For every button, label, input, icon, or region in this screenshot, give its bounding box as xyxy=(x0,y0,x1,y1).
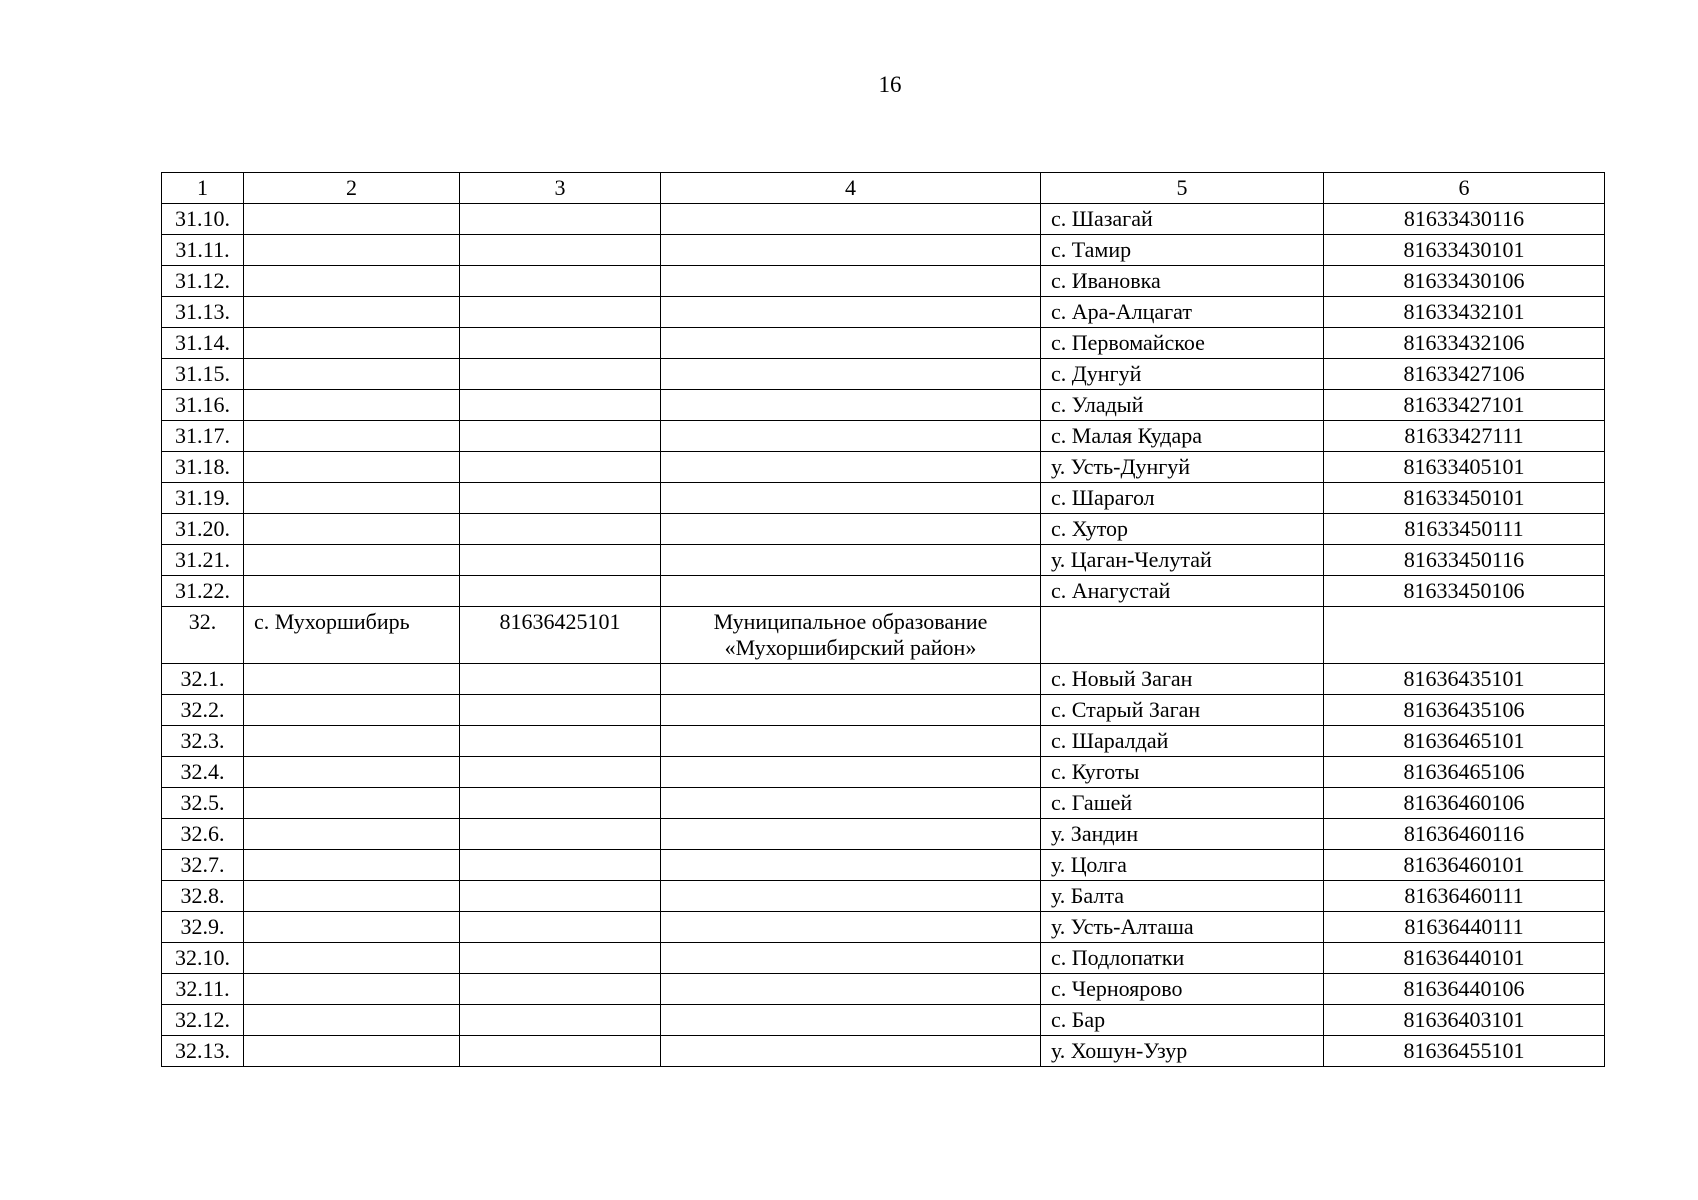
table-row xyxy=(162,850,1605,881)
admin-center-code-cell xyxy=(460,943,661,974)
settlement-code-cell: 81636440106 xyxy=(1324,974,1605,1005)
municipality-cell xyxy=(661,576,1041,607)
settlement-code-cell: 81633430116 xyxy=(1324,204,1605,235)
admin-center-code-cell: 81636425101 xyxy=(460,607,661,664)
admin-center-cell xyxy=(244,483,460,514)
table-row xyxy=(162,514,1605,545)
settlement-name-cell: с. Старый Заган xyxy=(1041,695,1324,726)
settlement-name-cell: у. Цаган-Челутай xyxy=(1041,545,1324,576)
municipality-cell xyxy=(661,726,1041,757)
table-row xyxy=(162,664,1605,695)
admin-center-cell xyxy=(244,788,460,819)
municipality-cell xyxy=(661,266,1041,297)
settlement-name-cell: с. Ара-Алцагат xyxy=(1041,297,1324,328)
admin-center-code-cell xyxy=(460,912,661,943)
settlement-name-cell: с. Черноярово xyxy=(1041,974,1324,1005)
settlement-code-cell: 81633427101 xyxy=(1324,390,1605,421)
table-row xyxy=(162,974,1605,1005)
admin-center-code-cell xyxy=(460,788,661,819)
settlement-code-cell: 81633427111 xyxy=(1324,421,1605,452)
row-number-cell: 32.12. xyxy=(162,1005,244,1036)
municipality-cell xyxy=(661,788,1041,819)
table-body xyxy=(162,173,1605,1067)
table-row xyxy=(162,819,1605,850)
settlement-name-cell: у. Балта xyxy=(1041,881,1324,912)
table-row xyxy=(162,726,1605,757)
admin-center-code-cell xyxy=(460,359,661,390)
admin-center-code-cell xyxy=(460,1036,661,1067)
settlement-name-cell: с. Шазагай xyxy=(1041,204,1324,235)
table-row xyxy=(162,576,1605,607)
settlement-name-cell: с. Бар xyxy=(1041,1005,1324,1036)
settlement-name-cell: с. Анагустай xyxy=(1041,576,1324,607)
municipality-cell xyxy=(661,514,1041,545)
admin-center-cell xyxy=(244,452,460,483)
column-header: 5 xyxy=(1041,173,1324,204)
table-row xyxy=(162,757,1605,788)
settlement-code-cell: 81636435101 xyxy=(1324,664,1605,695)
row-number-cell: 32.3. xyxy=(162,726,244,757)
admin-center-code-cell xyxy=(460,819,661,850)
settlement-name-cell: у. Усть-Дунгуй xyxy=(1041,452,1324,483)
settlement-code-cell: 81636440101 xyxy=(1324,943,1605,974)
admin-center-cell xyxy=(244,204,460,235)
row-number-cell: 31.13. xyxy=(162,297,244,328)
settlement-name-cell: у. Хошун-Узур xyxy=(1041,1036,1324,1067)
municipality-cell xyxy=(661,912,1041,943)
admin-center-code-cell xyxy=(460,452,661,483)
row-number-cell: 31.10. xyxy=(162,204,244,235)
row-number-cell: 31.15. xyxy=(162,359,244,390)
municipality-cell xyxy=(661,974,1041,1005)
settlement-code-cell: 81633450111 xyxy=(1324,514,1605,545)
row-number-cell: 32.6. xyxy=(162,819,244,850)
admin-center-code-cell xyxy=(460,1005,661,1036)
municipality-cell: Муниципальное образование «Мухоршибирский район» xyxy=(661,607,1041,664)
table-row xyxy=(162,266,1605,297)
municipality-cell xyxy=(661,359,1041,390)
admin-center-cell xyxy=(244,1036,460,1067)
settlement-name-cell: с. Шаралдай xyxy=(1041,726,1324,757)
admin-center-cell xyxy=(244,421,460,452)
table-row xyxy=(162,881,1605,912)
admin-center-code-cell xyxy=(460,757,661,788)
municipality-cell xyxy=(661,819,1041,850)
admin-center-code-cell xyxy=(460,726,661,757)
settlement-code-cell: 81633427106 xyxy=(1324,359,1605,390)
row-number-cell: 31.12. xyxy=(162,266,244,297)
settlement-name-cell: с. Малая Кудара xyxy=(1041,421,1324,452)
row-number-cell: 32.7. xyxy=(162,850,244,881)
row-number-cell: 32.13. xyxy=(162,1036,244,1067)
settlement-code-cell: 81633405101 xyxy=(1324,452,1605,483)
table-row xyxy=(162,452,1605,483)
settlement-code-cell: 81633430101 xyxy=(1324,235,1605,266)
municipality-cell xyxy=(661,204,1041,235)
admin-center-cell xyxy=(244,266,460,297)
row-number-cell: 31.11. xyxy=(162,235,244,266)
admin-center-code-cell xyxy=(460,974,661,1005)
admin-center-code-cell xyxy=(460,204,661,235)
municipality-cell xyxy=(661,235,1041,266)
admin-center-cell xyxy=(244,819,460,850)
municipality-cell xyxy=(661,943,1041,974)
settlement-name-cell: с. Хутор xyxy=(1041,514,1324,545)
table-row xyxy=(162,359,1605,390)
municipality-cell xyxy=(661,757,1041,788)
admin-center-cell xyxy=(244,235,460,266)
municipality-cell xyxy=(661,850,1041,881)
settlement-code-cell: 81636460111 xyxy=(1324,881,1605,912)
table-row xyxy=(162,912,1605,943)
settlement-name-cell: у. Зандин xyxy=(1041,819,1324,850)
admin-center-code-cell xyxy=(460,576,661,607)
settlement-code-cell: 81633450101 xyxy=(1324,483,1605,514)
settlement-name-cell: с. Шарагол xyxy=(1041,483,1324,514)
table-header-row xyxy=(162,173,1605,204)
admin-center-cell xyxy=(244,514,460,545)
municipality-cell xyxy=(661,483,1041,514)
row-number-cell: 32.2. xyxy=(162,695,244,726)
admin-center-code-cell xyxy=(460,390,661,421)
row-number-cell: 32.8. xyxy=(162,881,244,912)
municipality-cell xyxy=(661,695,1041,726)
settlement-code-cell: 81636403101 xyxy=(1324,1005,1605,1036)
admin-center-code-cell xyxy=(460,881,661,912)
municipality-cell xyxy=(661,328,1041,359)
table-row xyxy=(162,695,1605,726)
settlement-code-cell: 81636465101 xyxy=(1324,726,1605,757)
table-row xyxy=(162,297,1605,328)
settlement-code-cell: 81633450106 xyxy=(1324,576,1605,607)
municipality-cell xyxy=(661,545,1041,576)
admin-center-cell: с. Мухоршибирь xyxy=(244,607,460,664)
admin-center-cell xyxy=(244,545,460,576)
settlement-code-cell: 81633430106 xyxy=(1324,266,1605,297)
settlement-name-cell xyxy=(1041,607,1324,664)
admin-center-cell xyxy=(244,974,460,1005)
municipality-cell xyxy=(661,452,1041,483)
settlement-name-cell: с. Новый Заган xyxy=(1041,664,1324,695)
admin-center-cell xyxy=(244,757,460,788)
row-number-cell: 31.17. xyxy=(162,421,244,452)
table-row xyxy=(162,545,1605,576)
table-row xyxy=(162,607,1605,664)
row-number-cell: 32.1. xyxy=(162,664,244,695)
settlement-name-cell: с. Подлопатки xyxy=(1041,943,1324,974)
municipality-cell xyxy=(661,664,1041,695)
admin-center-code-cell xyxy=(460,664,661,695)
municipality-cell xyxy=(661,297,1041,328)
table-row xyxy=(162,788,1605,819)
municipality-cell xyxy=(661,1036,1041,1067)
settlement-name-cell: с. Дунгуй xyxy=(1041,359,1324,390)
table-row xyxy=(162,943,1605,974)
admin-center-cell xyxy=(244,664,460,695)
admin-center-cell xyxy=(244,912,460,943)
settlement-code-cell: 81636440111 xyxy=(1324,912,1605,943)
settlement-code-cell: 81636455101 xyxy=(1324,1036,1605,1067)
settlement-code-cell: 81636435106 xyxy=(1324,695,1605,726)
settlements-table xyxy=(161,172,1605,1067)
settlement-name-cell: у. Усть-Алташа xyxy=(1041,912,1324,943)
admin-center-cell xyxy=(244,297,460,328)
admin-center-cell xyxy=(244,695,460,726)
row-number-cell: 32.10. xyxy=(162,943,244,974)
admin-center-cell xyxy=(244,328,460,359)
admin-center-cell xyxy=(244,1005,460,1036)
settlement-code-cell xyxy=(1324,607,1605,664)
municipality-cell xyxy=(661,1005,1041,1036)
settlement-name-cell: у. Цолга xyxy=(1041,850,1324,881)
column-header: 2 xyxy=(244,173,460,204)
page-number: 16 xyxy=(878,72,902,97)
table-row xyxy=(162,328,1605,359)
admin-center-code-cell xyxy=(460,695,661,726)
table-row xyxy=(162,483,1605,514)
column-header: 3 xyxy=(460,173,661,204)
column-header: 1 xyxy=(162,173,244,204)
admin-center-code-cell xyxy=(460,421,661,452)
row-number-cell: 31.20. xyxy=(162,514,244,545)
row-number-cell: 31.14. xyxy=(162,328,244,359)
admin-center-cell xyxy=(244,726,460,757)
row-number-cell: 31.21. xyxy=(162,545,244,576)
admin-center-cell xyxy=(244,359,460,390)
table-row xyxy=(162,235,1605,266)
row-number-cell: 31.22. xyxy=(162,576,244,607)
row-number-cell: 32.9. xyxy=(162,912,244,943)
admin-center-cell xyxy=(244,943,460,974)
admin-center-code-cell xyxy=(460,850,661,881)
row-number-cell: 32.4. xyxy=(162,757,244,788)
admin-center-cell xyxy=(244,881,460,912)
row-number-cell: 32.5. xyxy=(162,788,244,819)
settlement-code-cell: 81636460106 xyxy=(1324,788,1605,819)
settlement-code-cell: 81636460101 xyxy=(1324,850,1605,881)
column-header: 6 xyxy=(1324,173,1605,204)
settlement-name-cell: с. Тамир xyxy=(1041,235,1324,266)
settlement-name-cell: с. Уладый xyxy=(1041,390,1324,421)
settlement-code-cell: 81633450116 xyxy=(1324,545,1605,576)
settlement-name-cell: с. Первомайское xyxy=(1041,328,1324,359)
row-number-cell: 31.19. xyxy=(162,483,244,514)
table-row xyxy=(162,204,1605,235)
admin-center-code-cell xyxy=(460,545,661,576)
municipality-cell xyxy=(661,421,1041,452)
settlement-name-cell: с. Ивановка xyxy=(1041,266,1324,297)
table-row xyxy=(162,1036,1605,1067)
municipality-cell xyxy=(661,881,1041,912)
admin-center-code-cell xyxy=(460,483,661,514)
settlement-name-cell: с. Куготы xyxy=(1041,757,1324,788)
table-row xyxy=(162,421,1605,452)
admin-center-code-cell xyxy=(460,235,661,266)
admin-center-code-cell xyxy=(460,328,661,359)
admin-center-code-cell xyxy=(460,297,661,328)
admin-center-code-cell xyxy=(460,266,661,297)
column-header: 4 xyxy=(661,173,1041,204)
row-number-cell: 32. xyxy=(162,607,244,664)
settlement-code-cell: 81633432106 xyxy=(1324,328,1605,359)
municipality-cell xyxy=(661,390,1041,421)
settlement-code-cell: 81633432101 xyxy=(1324,297,1605,328)
admin-center-cell xyxy=(244,390,460,421)
row-number-cell: 32.11. xyxy=(162,974,244,1005)
row-number-cell: 31.18. xyxy=(162,452,244,483)
row-number-cell: 31.16. xyxy=(162,390,244,421)
settlement-code-cell: 81636460116 xyxy=(1324,819,1605,850)
admin-center-cell xyxy=(244,850,460,881)
table-row xyxy=(162,390,1605,421)
admin-center-cell xyxy=(244,576,460,607)
settlement-code-cell: 81636465106 xyxy=(1324,757,1605,788)
table-row xyxy=(162,1005,1605,1036)
admin-center-code-cell xyxy=(460,514,661,545)
settlement-name-cell: с. Гашей xyxy=(1041,788,1324,819)
